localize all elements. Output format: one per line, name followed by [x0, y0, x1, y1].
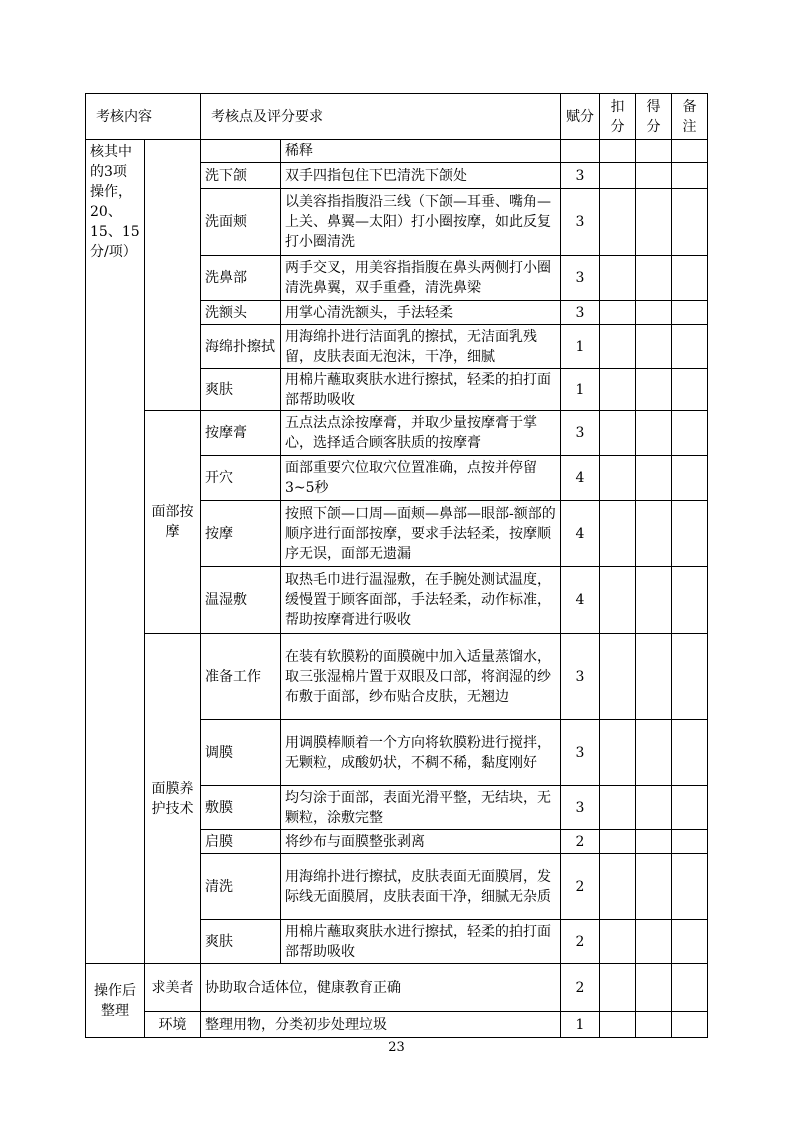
- item-score: 3: [561, 163, 600, 189]
- item-desc: 用棉片蘸取爽肤水进行擦拭，轻柔的拍打面部帮助吸收: [281, 369, 561, 411]
- item-desc: 稀释: [281, 140, 561, 163]
- got-cell: [636, 189, 672, 256]
- deduct-cell: [600, 634, 636, 720]
- deduct-cell: [600, 567, 636, 634]
- item-name: 开穴: [201, 456, 281, 501]
- note-cell: [672, 411, 708, 456]
- item-score: 3: [561, 786, 600, 830]
- deduct-cell: [600, 830, 636, 854]
- deduct-cell: [600, 411, 636, 456]
- deduct-cell: [600, 256, 636, 301]
- item-name: 洗额头: [201, 301, 281, 325]
- got-cell: [636, 720, 672, 786]
- got-cell: [636, 301, 672, 325]
- item-desc: 用棉片蘸取爽肤水进行擦拭，轻柔的拍打面部帮助吸收: [281, 920, 561, 964]
- item-desc: 以美容指指腹沿三线（下颌—耳垂、嘴角—上关、鼻翼—太阳）打小圈按摩，如此反复打小圈清洗: [281, 189, 561, 256]
- note-cell: [672, 369, 708, 411]
- note-cell: [672, 1012, 708, 1038]
- table-row: [86, 1012, 708, 1038]
- deduct-cell: [600, 854, 636, 920]
- item-desc: 两手交叉，用美容指指腹在鼻头两侧打小圈清洗鼻翼，双手重叠，清洗鼻梁: [281, 256, 561, 301]
- item-desc: 五点法点涂按摩膏，并取少量按摩膏于掌心，选择适合顾客肤质的按摩膏: [281, 411, 561, 456]
- got-cell: [636, 567, 672, 634]
- table-row: [86, 964, 708, 1012]
- item-name: 按摩: [201, 501, 281, 567]
- item-name: 爽肤: [201, 920, 281, 964]
- note-cell: [672, 854, 708, 920]
- subsection-label-massage: 面部按摩: [145, 411, 201, 634]
- item-score: 3: [561, 720, 600, 786]
- got-cell: [636, 854, 672, 920]
- item-desc: 将纱布与面膜整张剥离: [281, 830, 561, 854]
- header-score: 赋分: [561, 94, 600, 140]
- item-score: 3: [561, 634, 600, 720]
- deduct-cell: [600, 325, 636, 369]
- item-name: 启膜: [201, 830, 281, 854]
- note-cell: [672, 786, 708, 830]
- header-note: 备注: [672, 94, 708, 140]
- item-score: 1: [561, 325, 600, 369]
- note-cell: [672, 830, 708, 854]
- item-name: 爽肤: [201, 369, 281, 411]
- note-cell: [672, 720, 708, 786]
- header-deduct: 扣分: [600, 94, 636, 140]
- got-cell: [636, 830, 672, 854]
- assessment-table: [85, 93, 708, 1038]
- header-got: 得分: [636, 94, 672, 140]
- note-cell: [672, 501, 708, 567]
- item-desc: 双手四指包住下巴清洗下颌处: [281, 163, 561, 189]
- item-name: 温湿敷: [201, 567, 281, 634]
- item-score: 3: [561, 256, 600, 301]
- item-score: 4: [561, 567, 600, 634]
- note-cell: [672, 567, 708, 634]
- item-name: 海绵扑擦拭: [201, 325, 281, 369]
- item-name: 洗面颊: [201, 189, 281, 256]
- note-cell: [672, 920, 708, 964]
- table-row: [86, 140, 708, 163]
- item-name: 环境: [145, 1012, 201, 1038]
- table-row: [86, 411, 708, 456]
- note-cell: [672, 456, 708, 501]
- deduct-cell: [600, 163, 636, 189]
- got-cell: [636, 456, 672, 501]
- got-cell: [636, 634, 672, 720]
- item-name: 敷膜: [201, 786, 281, 830]
- deduct-cell: [600, 140, 636, 163]
- header-content: 考核内容: [86, 94, 201, 140]
- note-cell: [672, 140, 708, 163]
- deduct-cell: [600, 456, 636, 501]
- note-cell: [672, 189, 708, 256]
- note-cell: [672, 301, 708, 325]
- got-cell: [636, 325, 672, 369]
- deduct-cell: [600, 1012, 636, 1038]
- item-score: 3: [561, 301, 600, 325]
- subsection-label-mask: 面膜养护技术: [145, 634, 201, 964]
- item-desc: 用调膜棒顺着一个方向将软膜粉进行搅拌，无颗粒，成酸奶状，不稠不稀，黏度刚好: [281, 720, 561, 786]
- got-cell: [636, 786, 672, 830]
- item-score: 3: [561, 189, 600, 256]
- item-score: 2: [561, 854, 600, 920]
- item-score: 1: [561, 1012, 600, 1038]
- item-desc: 整理用物，分类初步处理垃圾: [201, 1012, 561, 1038]
- item-desc: 用海绵扑进行擦拭，皮肤表面无面膜屑，发际线无面膜屑，皮肤表面干净，细腻无杂质: [281, 854, 561, 920]
- got-cell: [636, 920, 672, 964]
- item-score: 2: [561, 964, 600, 1012]
- note-cell: [672, 256, 708, 301]
- deduct-cell: [600, 501, 636, 567]
- item-name: 洗鼻部: [201, 256, 281, 301]
- item-name: 准备工作: [201, 634, 281, 720]
- deduct-cell: [600, 369, 636, 411]
- got-cell: [636, 369, 672, 411]
- item-desc: 用掌心清洗额头，手法轻柔: [281, 301, 561, 325]
- item-name: 洗下颌: [201, 163, 281, 189]
- note-cell: [672, 634, 708, 720]
- item-name: 求美者: [145, 964, 201, 1012]
- table-row: [86, 634, 708, 720]
- item-score: [561, 140, 600, 163]
- got-cell: [636, 1012, 672, 1038]
- item-score: 3: [561, 411, 600, 456]
- deduct-cell: [600, 786, 636, 830]
- item-desc: 用海绵扑进行洁面乳的擦拭，无洁面乳残留，皮肤表面无泡沫，干净，细腻: [281, 325, 561, 369]
- deduct-cell: [600, 189, 636, 256]
- item-desc: 面部重要穴位取穴位置准确，点按并停留3~5秒: [281, 456, 561, 501]
- item-desc: 均匀涂于面部，表面光滑平整，无结块，无颗粒，涂敷完整: [281, 786, 561, 830]
- item-desc: 协助取合适体位，健康教育正确: [201, 964, 561, 1012]
- got-cell: [636, 964, 672, 1012]
- deduct-cell: [600, 920, 636, 964]
- deduct-cell: [600, 964, 636, 1012]
- item-desc: 按照下颌—口周—面颊—鼻部—眼部-额部的顺序进行面部按摩，要求手法轻柔，按摩顺序无误，面部无遗漏: [281, 501, 561, 567]
- deduct-cell: [600, 720, 636, 786]
- got-cell: [636, 140, 672, 163]
- note-cell: [672, 325, 708, 369]
- table-header-row: [86, 94, 708, 140]
- item-score: 4: [561, 501, 600, 567]
- page-number: 23: [388, 1040, 405, 1055]
- got-cell: [636, 411, 672, 456]
- item-score: 1: [561, 369, 600, 411]
- item-name: 清洗: [201, 854, 281, 920]
- item-desc: 取热毛巾进行温湿敷，在手腕处测试温度，缓慢置于顾客面部，手法轻柔，动作标准，帮助按摩膏进行吸收: [281, 567, 561, 634]
- subsection-cleansing: [145, 140, 201, 411]
- got-cell: [636, 501, 672, 567]
- header-points: 考核点及评分要求: [201, 94, 561, 140]
- note-cell: [672, 964, 708, 1012]
- item-name: 按摩膏: [201, 411, 281, 456]
- item-score: 4: [561, 456, 600, 501]
- section-label-post: 操作后整理: [86, 964, 145, 1038]
- note-cell: [672, 163, 708, 189]
- item-name: 调膜: [201, 720, 281, 786]
- deduct-cell: [600, 301, 636, 325]
- item-name: [201, 140, 281, 163]
- item-score: 2: [561, 920, 600, 964]
- section-label-operations: 核其中的3项操作，20、15、15分/项）: [86, 140, 145, 964]
- got-cell: [636, 163, 672, 189]
- item-score: 2: [561, 830, 600, 854]
- item-desc: 在装有软膜粉的面膜碗中加入适量蒸馏水，取三张湿棉片置于双眼及口部，将润湿的纱布敷于面部，纱布贴合皮肤，无翘边: [281, 634, 561, 720]
- got-cell: [636, 256, 672, 301]
